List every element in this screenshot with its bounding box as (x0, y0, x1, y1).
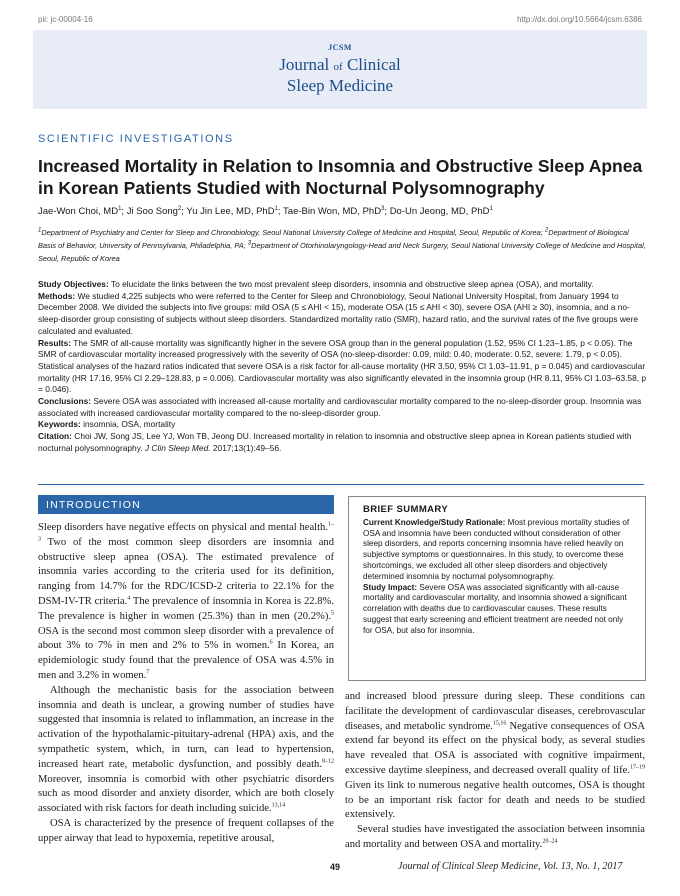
doi-link[interactable]: http://dx.doi.org/10.5664/jcsm.6386 (517, 15, 642, 24)
brief-summary-heading: BRIEF SUMMARY (363, 504, 449, 515)
brief-summary-content (363, 505, 635, 637)
intro-paragraph-3-cont: and increased blood pressure during sleep. These conditions can facilitate the development of cardiovascular diseases, cerebrovascular diseases, and metabolic syndrome.$^{15,16}$ Negative consequences of OSA extend far beyond its effect on the physical body, as several studies have revealed that OSA is associated with cognitive impairment, excessive daytime sleepiness, and decreased overall quality of life.$^{17-19}$ Given its link to numerous negative health outcomes, OSA is thought to be an important risk factor for death and needs to be studied extensively. (345, 691, 645, 821)
brief-summary-impact: Study Impact: Severe OSA was associated significantly with all-cause mortality and cardiovascular mortality, and insomnia showed a significant correlation with deaths due to cardiovascular causes. These results suggest that early screening and efficient treatment are needed not only for OSA, but also for insomnia. (363, 582, 627, 635)
affiliation: Department of Otorhinolaryngology-Head and Neck Surgery, Seoul National University College of Medicine and Hospital, Seoul, Republic of Korea (38, 241, 646, 263)
body-column-right (345, 690, 645, 853)
author: Do-Un Jeong, MD, PhD (389, 206, 490, 217)
intro-paragraph-4: Several studies have investigated the association between insomnia and mortality and between OSA and mortality.$^{20-24}$ (345, 824, 645, 850)
author-sup: 1 (489, 205, 493, 212)
abstract-conclusions: Conclusions: Severe OSA was associated with increased all-cause mortality and cardiovascular mortality compared to the no-sleep-disorder group. Insomnia was associated with increased cardiovascular mortality compared to the no-sleep-disorder group. (38, 396, 642, 418)
intro-paragraph-2: Although the mechanistic basis for the association between insomnia and death is unclear, a growing number of studies have suggested that insomnia is related to inflammation, an increase in the activation of the hypothalamic-pituitary-adrenal (HPA) axis, and the sympathetic system, which, in turn, can lead to hypertension, increased heart rate, metabolic dysfunction, and possibly death.$^{8-12}$ Moreover, insomnia is comorbid with other psychiatric disorders such as mood disorder and anxiety disorder, which are both closely associated with risk factors for death including suicide.$^{13,14}$ (38, 684, 334, 815)
journal-word-clinical: Clinical (346, 55, 401, 74)
journal-of: of (333, 61, 343, 73)
intro-paragraph-1: Sleep disorders have negative effects on physical and mental health.$^{1-3}$ Two of the most common sleep disorders are insomnia and obstructive sleep apnea (OSA). The estimated prevalence of insomnia varies according to the criteria used for its definition, ranging from 14.7% for the RDC/ICSD-2 criteria to 22.1% for the DSM-IV-TR criteria.$^4$ The prevalence of insomnia in Korea is 22.8%. The prevalence is higher in women (25.3%) than in men (20.2%).$^5$ OSA is the second most common sleep disorder with a prevalence of about 3% to 7% in men and 2% to 5% in women.$^6$ In Korea, an epidemiologic study found that the prevalence of OSA was 4.5% in men and 3.2% in women.$^7$ (38, 521, 334, 681)
affiliations (38, 226, 648, 265)
abstract-citation: Citation: Choi JW, Song JS, Lee YJ, Won TB, Jeong DU. Increased mortality in relation to insomnia and obstructive sleep apnea in Korean patients studied with nocturnal polysomnography. J Clin Sleep Med. 2017;13(1):49–56. (38, 431, 632, 453)
author: Tae-Bin Won, MD, PhD (283, 206, 382, 217)
affiliation: Department of Psychiatry and Center for Sleep and Chronobiology, Seoul National University College of Medicine and Hospital, Seoul, Republic of Korea; (41, 228, 545, 237)
abstract (38, 279, 648, 455)
affiliation: Department of Biological Basis of Behavior, University of Pennsylvania, Philadelphia, PA; (38, 228, 629, 250)
author-sup: 3 (381, 205, 385, 212)
author-sup: 2 (177, 205, 182, 212)
abstract-keywords: Keywords: insomnia, OSA, mortality (38, 419, 176, 430)
author: Jae-Won Choi, MD (38, 206, 119, 217)
author: Ji Soo Song (126, 206, 178, 217)
footer-journal-info: Journal of Clinical Sleep Medicine, Vol. 13, No. 1, 2017 (398, 861, 623, 872)
journal-acronym: JCSM (328, 43, 352, 52)
affil-sup: 2 (544, 227, 549, 234)
section-divider (38, 484, 644, 485)
journal-banner (33, 30, 647, 109)
affil-sup: 3 (247, 240, 252, 247)
abstract-results: Results: The SMR of all-cause mortality was significantly higher in the severe OSA group than in the general population (1.52, 95% CI 1.23–1.85, p < 0.05). The SMR of cardiovascular mortality increased progressively with the severity of OSA (no-sleep-disorder: 0.09, mild: 0.40, moderate: 0.52, severe: 1.79, p < 0.05). Statistical analyses of the hazard ratios indicated that severe OSA is a risk factor for all-cause mortality (HR 3.50, 95% CI 1.03–11.91, p = 0.045) and cardiovascular mortality (HR 17.16, 95% CI 2.29–128.83, p = 0.006). Cardiovascular mortality was also significantly elevated in the insomnia group (HR 8.11, 95% CI 1.03–63.58, p = 0.046). (38, 337, 647, 395)
article-title: Increased Mortality in Relation to Insomnia and Obstructive Sleep Apnea in Korean Patients Studied with Nocturnal Polysomnography (38, 156, 643, 198)
introduction-heading (38, 495, 334, 514)
introduction-heading-text: INTRODUCTION (46, 499, 141, 511)
pii-text: pii: jc-00004-16 (38, 15, 93, 24)
affil-sup: 1 (38, 227, 42, 234)
intro-paragraph-3-start: OSA is characterized by the presence of frequent collapses of the upper airway that lead to hypoxemia, repetitive arousal, (38, 817, 334, 844)
abstract-methods: Methods: We studied 4,225 subjects who were referred to the Center for Sleep and Chronobiology, Seoul National University Hospital, from January 1994 to December 2008. We divided the subjects into five groups: mild OSA (5 ≤ AHI < 15), moderate OSA (15 ≤ AHI < 30), severe OSA (AHI ≥ 30), insomnia, and a no-sleep-disorder group consisting of subjects without sleep disorders. Standardized mortality ratio (SMR), hazard ratio, and the survival rates of the five groups were calculated and evaluated. (38, 290, 639, 336)
page-number: 49 (330, 862, 341, 872)
brief-summary-box (348, 496, 646, 681)
author-list: Jae-Won Choi, $MD^1$; Ji Soo Song$^2$; Yu Jin Lee, MD, PhD$^1$; Tae-Bin Won, MD, PhD$^3$; Do-Un Jeong, MD, PhD$^1$ (38, 205, 493, 217)
journal-word: Journal (279, 55, 330, 74)
section-label: SCIENTIFIC INVESTIGATIONS (38, 133, 234, 145)
author-sup: 1 (118, 205, 122, 212)
abstract-objectives: Study Objectives: To elucidate the links between the two most prevalent sleep disorders, insomnia and obstructive sleep apnea (OSA), and mortality. (38, 279, 594, 289)
author-sup: 1 (274, 205, 278, 212)
author: Yu Jin Lee, MD, PhD (186, 206, 275, 217)
journal-title-line1 (33, 55, 647, 75)
brief-summary-knowledge: Current Knowledge/Study Rationale: Most previous mortality studies of OSA and insomnia have been conducted without consideration of other sleep disorders, and reports concerning insomnia have relied heavily on subjective symptoms or questionnaires. In this study, to overcome these shortcomings, we excluded all other sleep disorders and objectively determined insomnia by nocturnal polysomnography. (363, 517, 630, 581)
body-column-left (38, 521, 334, 847)
journal-title-line2: Sleep Medicine (286, 76, 394, 95)
